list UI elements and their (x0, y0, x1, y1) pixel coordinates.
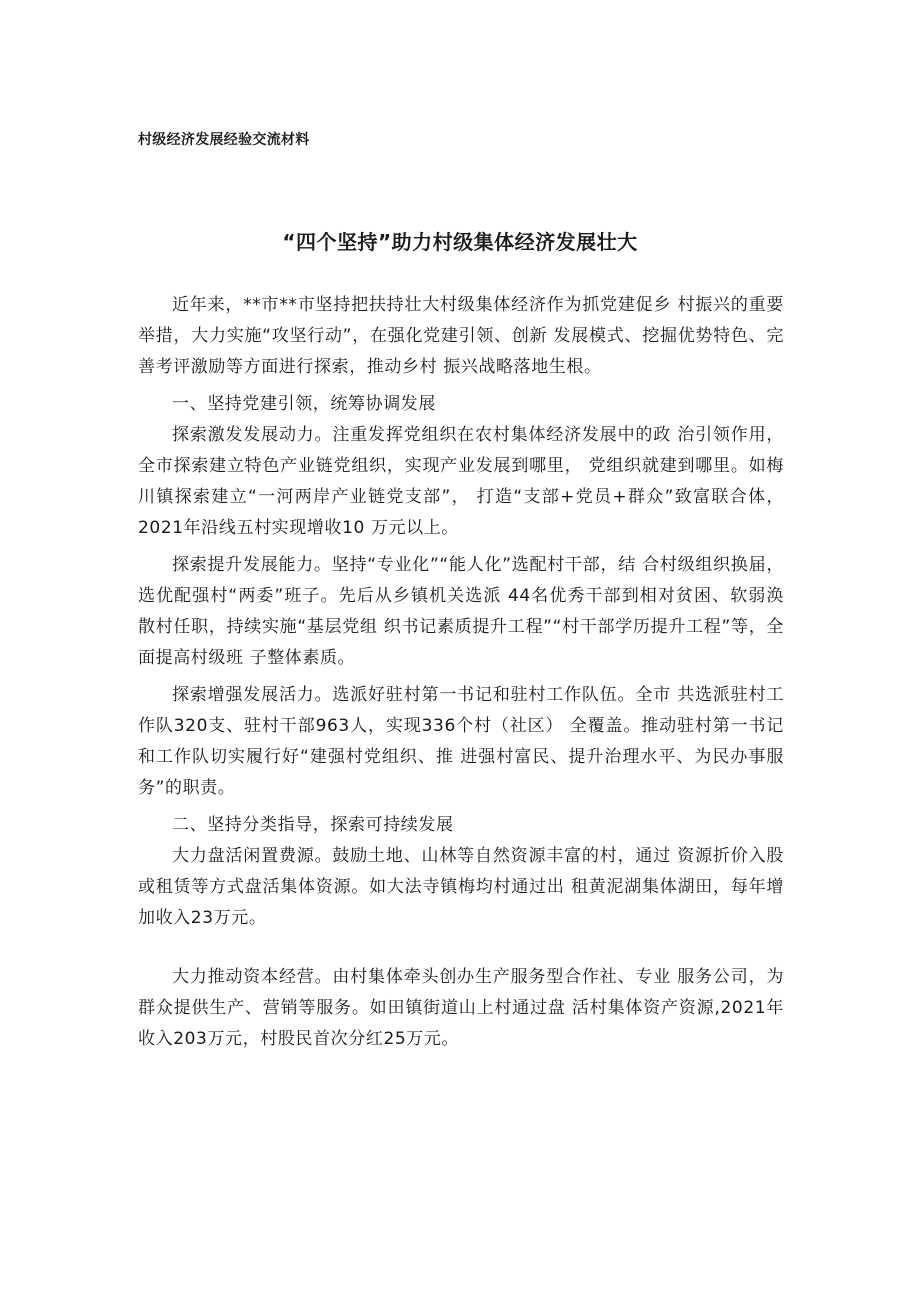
section-1-paragraph-3: 探索增强发展活力。选派好驻村第一书记和驻村工作队伍。全市 共选派驻村工作队320支、驻村干部963人，实现336个村（社区） 全覆盖。推动驻村第一书记和工作队切实履行好“建强村党组织、推 进强村富民、提升治理水平、为民办事服务”的职责。 (138, 685, 784, 798)
section-2-paragraph-2: 大力推动资本经营。由村集体牵头创办生产服务型合作社、专业 服务公司，为群众提供生产、营销等服务。如田镇街道山上村通过盘 活村集体资产资源,2021年收入203万元，村股民首次分红25万元。 (138, 967, 784, 1049)
document-title: “四个坚持”助力村级集体经济发展壮大 (282, 230, 638, 254)
section-2-heading: 二、坚持分类指导，探索可持续发展 (172, 815, 454, 835)
section-1-heading: 一、坚持党建引领，统筹协调发展 (172, 394, 436, 414)
section-1-paragraph-1: 探索激发发展动力。注重发挥党组织在农村集体经济发展中的政 治引领作用，全市探索建立特色产业链党组织，实现产业发展到哪里， 党组织就建到哪里。如梅川镇探索建立“一河两岸产业链党支部”， 打造“支部+党员+群众”致富联合体，2021年沿线五村实现增收10 万元以上。 (138, 425, 784, 538)
section-1-paragraph-2: 探索提升发展能力。坚持“专业化”“能人化”选配村干部，结 合村级组织换届，选优配强村“两委”班子。先后从乡镇机关选派 44名优秀干部到相对贫困、软弱涣散村任职，持续实施“基层党组 织书记素质提升工程”“村干部学历提升工程”等，全面提高村级班 子整体素质。 (138, 555, 784, 668)
intro-paragraph: 近年来，**市**市坚持把扶持壮大村级集体经济作为抓党建促乡 村振兴的重要举措，大力实施“攻坚行动”，在强化党建引领、创新 发展模式、挖掘优势特色、完善考评激励等方面进行探索，推动乡村 振兴战略落地生根。 (138, 295, 784, 377)
section-2-paragraph-1: 大力盘活闲置费源。鼓励土地、山林等自然资源丰富的村，通过 资源折价入股或租赁等方式盘活集体资源。如大法寺镇梅均村通过出 租黄泥湖集体湖田，每年增加收入23万元。 (138, 846, 784, 928)
header-label: 村级经济发展经验交流材料 (138, 132, 310, 148)
document-body (138, 290, 784, 1055)
